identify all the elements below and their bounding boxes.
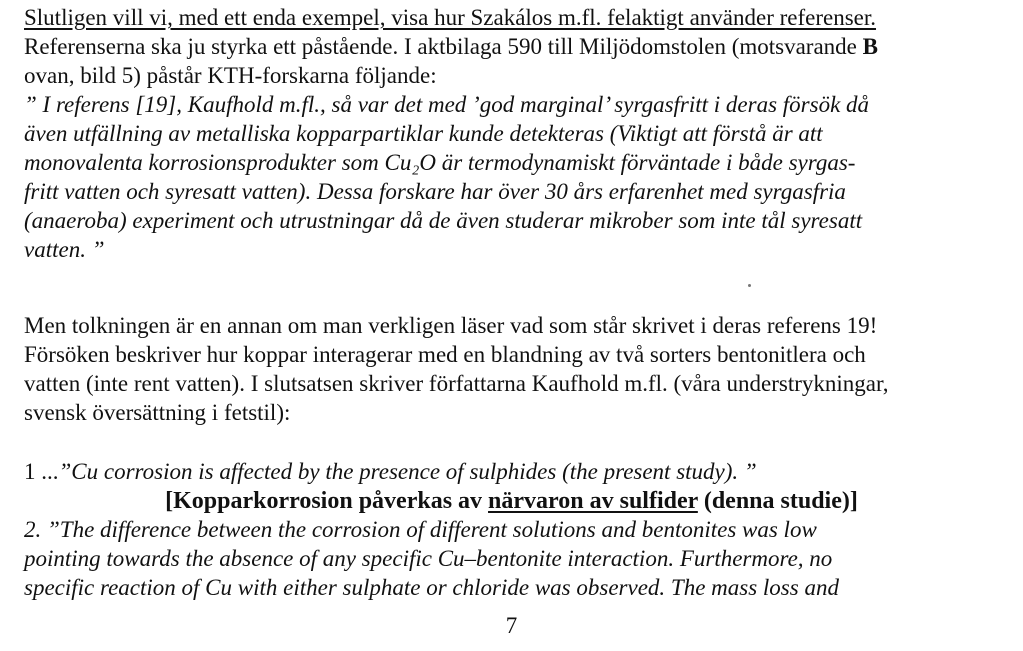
body-text-line: svensk översättning i fetstil):	[24, 400, 291, 425]
quote-line: 2. ”The difference between the corrosion of different solutions and bentonites was low	[24, 517, 817, 542]
body-text-line: vatten (inte rent vatten). I slutsatsen skriver författarna Kaufhold m.fl. (våra understrykningar,	[24, 371, 889, 396]
quote-line: vatten. ”	[24, 237, 105, 262]
quote-line: ” I referens [19], Kaufhold m.fl., så var det med ’god marginal’ syrgasfritt i deras försök då	[24, 92, 870, 117]
body-text: Referenserna ska ju styrka ett påstående. I aktbilaga 590 till Miljödomstolen (motsvarande	[24, 34, 863, 59]
body-text-line: ovan, bild 5) påstår KTH-forskarna följande:	[24, 63, 437, 88]
quote-item-1	[24, 458, 757, 486]
quote-line: även utfällning av metalliska kopparpartiklar kunde detekteras (Viktigt att förstå är att	[24, 121, 823, 146]
quote-line: monovalenta korrosionsprodukter som Cu₂O är termodynamiskt förväntade i både syrgas-	[24, 150, 856, 175]
item-number: 1 ...	[24, 459, 59, 484]
quote-line: fritt vatten och syresatt vatten). Dessa forskare har över 30 års erfarenhet med syrgasfria	[24, 179, 846, 204]
translation-line	[0, 487, 1023, 515]
quote-line: specific reaction of Cu with either sulphate or chloride was observed. The mass loss and	[24, 575, 839, 600]
quote-line: pointing towards the absence of any specific Cu–bentonite interaction. Furthermore, no	[24, 546, 833, 571]
bold-reference: B	[862, 34, 878, 59]
body-text-line: Försöken beskriver hur koppar interagerar med en blandning av två sorters bentonitlera och	[24, 342, 866, 367]
quote-line: (anaeroba) experiment och utrustningar då de även studerar mikrober som inte tål syresatt	[24, 208, 863, 233]
underlined-emphasis: närvaron av sulfider	[488, 488, 698, 514]
translation-text: (denna studie)]	[697, 488, 858, 514]
body-text-line	[24, 33, 878, 61]
scan-speck	[748, 284, 751, 287]
quote-text: ”Cu corrosion is affected by the presence of sulphides (the present study). ”	[58, 459, 757, 484]
translation-text: [Kopparkorrosion påverkas av	[165, 488, 489, 514]
intro-sentence: Slutligen vill vi, med ett enda exempel, visa hur Szakálos m.fl. felaktigt använder referenser.	[24, 5, 877, 30]
body-text-line: Men tolkningen är en annan om man verkligen läser vad som står skrivet i deras referens 19!	[24, 313, 878, 338]
page-number: 7	[505, 613, 518, 638]
